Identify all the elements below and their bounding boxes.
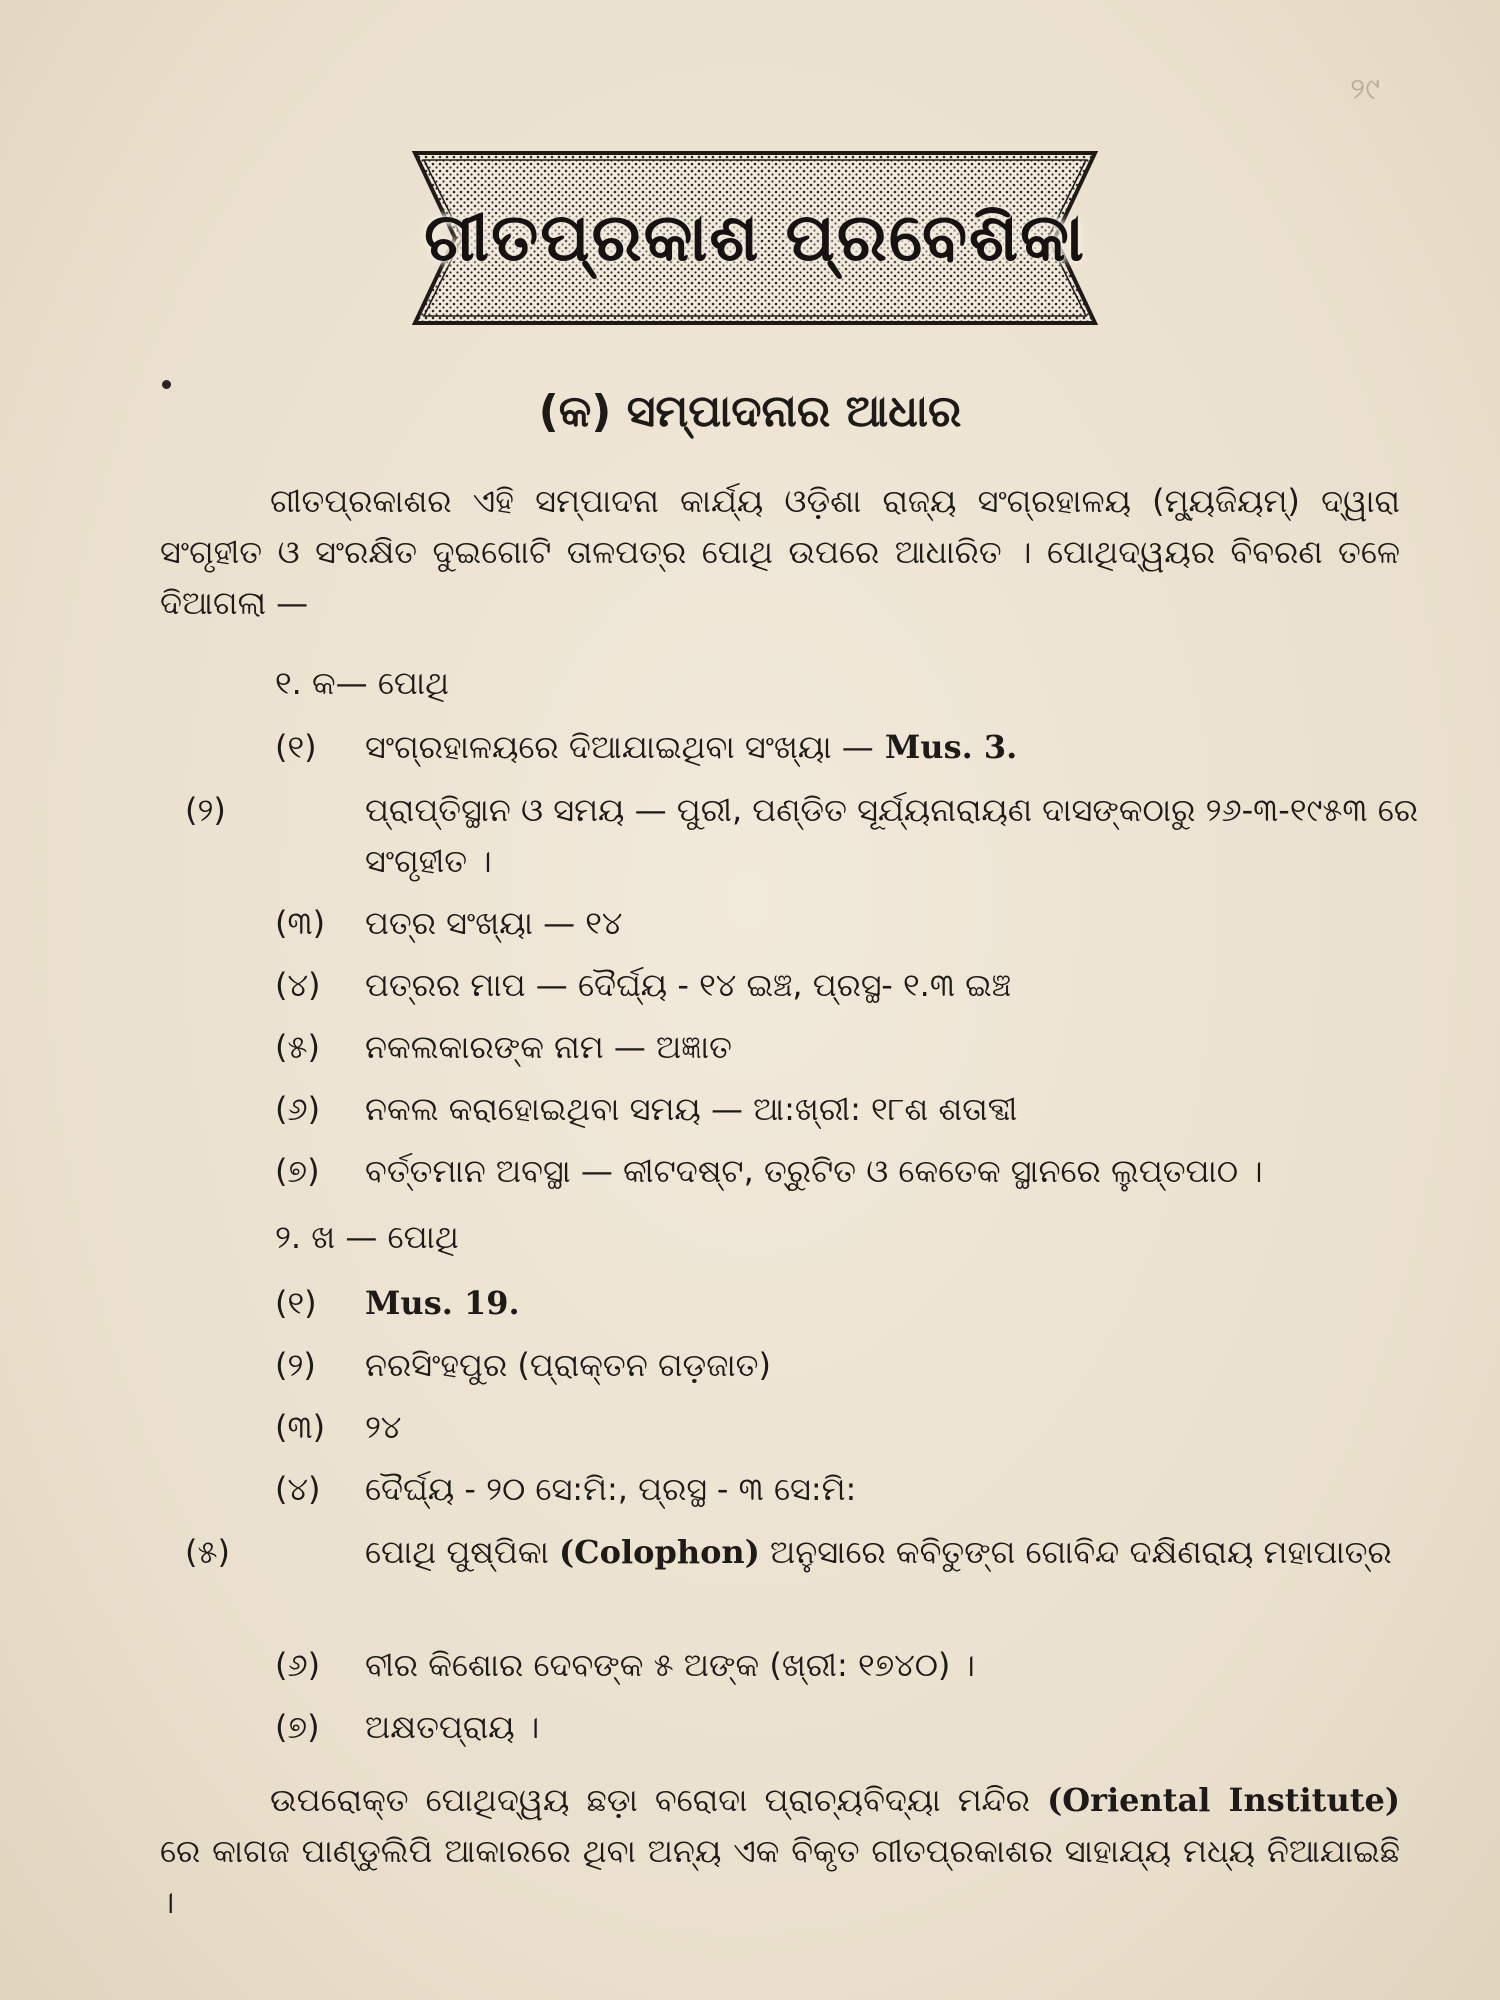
list-item [275, 1084, 1400, 1135]
item-number: (୧) [275, 728, 317, 766]
item-number: (୬) [275, 1090, 321, 1128]
intro-paragraph: ଗୀତପ୍ରକାଶର ଏହି ସମ୍ପାଦନା କାର୍ଯ୍ୟ ଓଡ଼ିଶା ରାଜ୍ୟ ସଂଗ୍ରହାଳୟ (ମ୍ୟୁଜିୟମ୍) ଦ୍ୱାରା ସଂଗୃହୀତ ଓ ସଂରକ୍ଷିତ ଦୁଇଗୋଟି ତାଳପତ୍ର ପୋଥି ଉପରେ ଆଧାରିତ । ପୋଥିଦ୍ୱୟର ବିବରଣ ତଳେ ଦିଆଗଲା — [160, 482, 1400, 622]
item-text: ପତ୍ରର ମାପ — ଦୈର୍ଘ୍ୟ - ୧୪ ଇଞ୍ଚ, ପ୍ରସ୍ଥ- ୧.୩ ଇଞ୍ଚ [365, 966, 1012, 1004]
manuscript-kha-heading: ୨. ଖ — ପୋଥି [275, 1218, 459, 1256]
title-banner [410, 148, 1100, 328]
item-text: ସଂଗ୍ରହାଳୟରେ ଦିଆଯାଇଥିବା ସଂଖ୍ୟା — [365, 728, 874, 766]
item-number: (୩) [275, 1408, 326, 1446]
list-item [275, 1022, 1400, 1073]
item-number: (୫) [185, 1533, 230, 1571]
list-item [275, 1340, 1400, 1391]
item-number: (୭) [275, 1152, 320, 1190]
item-number: (୧) [275, 1284, 317, 1322]
item-text: ବୀର କିଶୋର ଦେବଙ୍କ ୫ ଅଙ୍କ (ଖ୍ରୀ: ୧୭୪୦) । [365, 1646, 975, 1684]
list-item [275, 1278, 1400, 1329]
list-item [275, 1402, 1400, 1453]
section-heading: (କ) ସମ୍ପାଦନାର ଆଧାର [538, 386, 962, 437]
list-item [275, 1146, 1400, 1197]
closing-latin-text: (Oriental Institute) [1047, 1781, 1401, 1819]
closing-text: ଉପରୋକ୍ତ ପୋଥିଦ୍ୱୟ ଛଡ଼ା ବରୋଦା ପ୍ରାଚ୍ୟବିଦ୍ୟା ମନ୍ଦିର [270, 1781, 1048, 1819]
list-item [275, 1702, 1400, 1753]
item-text: ବର୍ତ୍ତମାନ ଅବସ୍ଥା — କୀଟଦଷ୍ଟ, ତ୍ରୁଟିତ ଓ କେତେକ ସ୍ଥାନରେ ଲୁପ୍ତପାଠ । [365, 1152, 1263, 1190]
item-text: ନକଲ କରାହୋଇଥିବା ସମୟ — ଆ:ଖ୍ରୀ: ୧୮ଶ ଶତାବ୍ଦୀ [365, 1090, 1018, 1128]
item-number: (୬) [275, 1646, 321, 1684]
item-text: ପ୍ରାପ୍ତିସ୍ଥାନ ଓ ସମୟ — ପୁରୀ, ପଣ୍ଡିତ ସୂର୍ଯ୍ୟନାରାୟଣ ଦାସଙ୍କଠାରୁ ୨୬-୩-୧୯୫୩ ରେ ସଂଗୃହୀତ । [365, 791, 1419, 880]
list-item [275, 1464, 1400, 1515]
item-number: (୨) [275, 1346, 316, 1384]
closing-paragraph [160, 1775, 1400, 1928]
item-number: (୩) [275, 904, 326, 942]
list-item [275, 898, 1400, 949]
list-item [275, 722, 1400, 773]
item-number: (୫) [275, 1028, 320, 1066]
item-text-continued: ଅନୁସାରେ କବିତୁଙ୍ଗ ଗୋବିନ୍ଦ ଦକ୍ଷିଣରାୟ ମହାପାତ୍ର [759, 1533, 1392, 1571]
item-text: ଅକ୍ଷତପ୍ରାୟ । [365, 1708, 540, 1746]
item-text: ପତ୍ର ସଂଖ୍ୟା — ୧୪ [365, 904, 623, 942]
item-latin-text: Mus. 19. [365, 1284, 520, 1322]
item-text: ପୋଥି ପୁଷ୍ପିକା [365, 1533, 559, 1571]
item-number: (୪) [275, 1470, 321, 1508]
list-item [185, 785, 1490, 887]
item-number: (୪) [275, 966, 321, 1004]
page-number: ୨୯ [1350, 72, 1380, 107]
list-item [185, 1527, 1490, 1578]
item-text: ଦୈର୍ଘ୍ୟ - ୨୦ ସେ:ମି:, ପ୍ରସ୍ଥ - ୩ ସେ:ମି: [365, 1470, 857, 1508]
item-number: (୨) [185, 791, 226, 829]
list-item [275, 960, 1400, 1011]
item-latin-text: (Colophon) [558, 1533, 760, 1571]
item-text: ନକଲକାରଙ୍କ ନାମ — ଅଜ୍ଞାତ [365, 1028, 732, 1066]
item-latin-text: Mus. 3. [873, 728, 1018, 766]
closing-text-continued: ରେ କାଗଜ ପାଣ୍ଡୁଲିପି ଆକାରରେ ଥିବା ଅନ୍ୟ ଏକ ବିକୃତ ଗୀତପ୍ରକାଶର ସାହାଯ୍ୟ ମଧ୍ୟ ନିଆଯାଇଛି । [160, 1832, 1400, 1921]
list-item [275, 1640, 1400, 1691]
item-number: (୭) [275, 1708, 320, 1746]
item-text: ନରସିଂହପୁର (ପ୍ରାକ୍ତନ ଗଡ଼ଜାତ) [365, 1346, 771, 1384]
item-text: ୨୪ [365, 1408, 402, 1446]
manuscript-ka-heading: ୧. କ— ପୋଥି [275, 664, 450, 702]
banner-title: ଗୀତପ୍ରକାଶ ପ୍ରବେଶିକା [424, 198, 1086, 276]
